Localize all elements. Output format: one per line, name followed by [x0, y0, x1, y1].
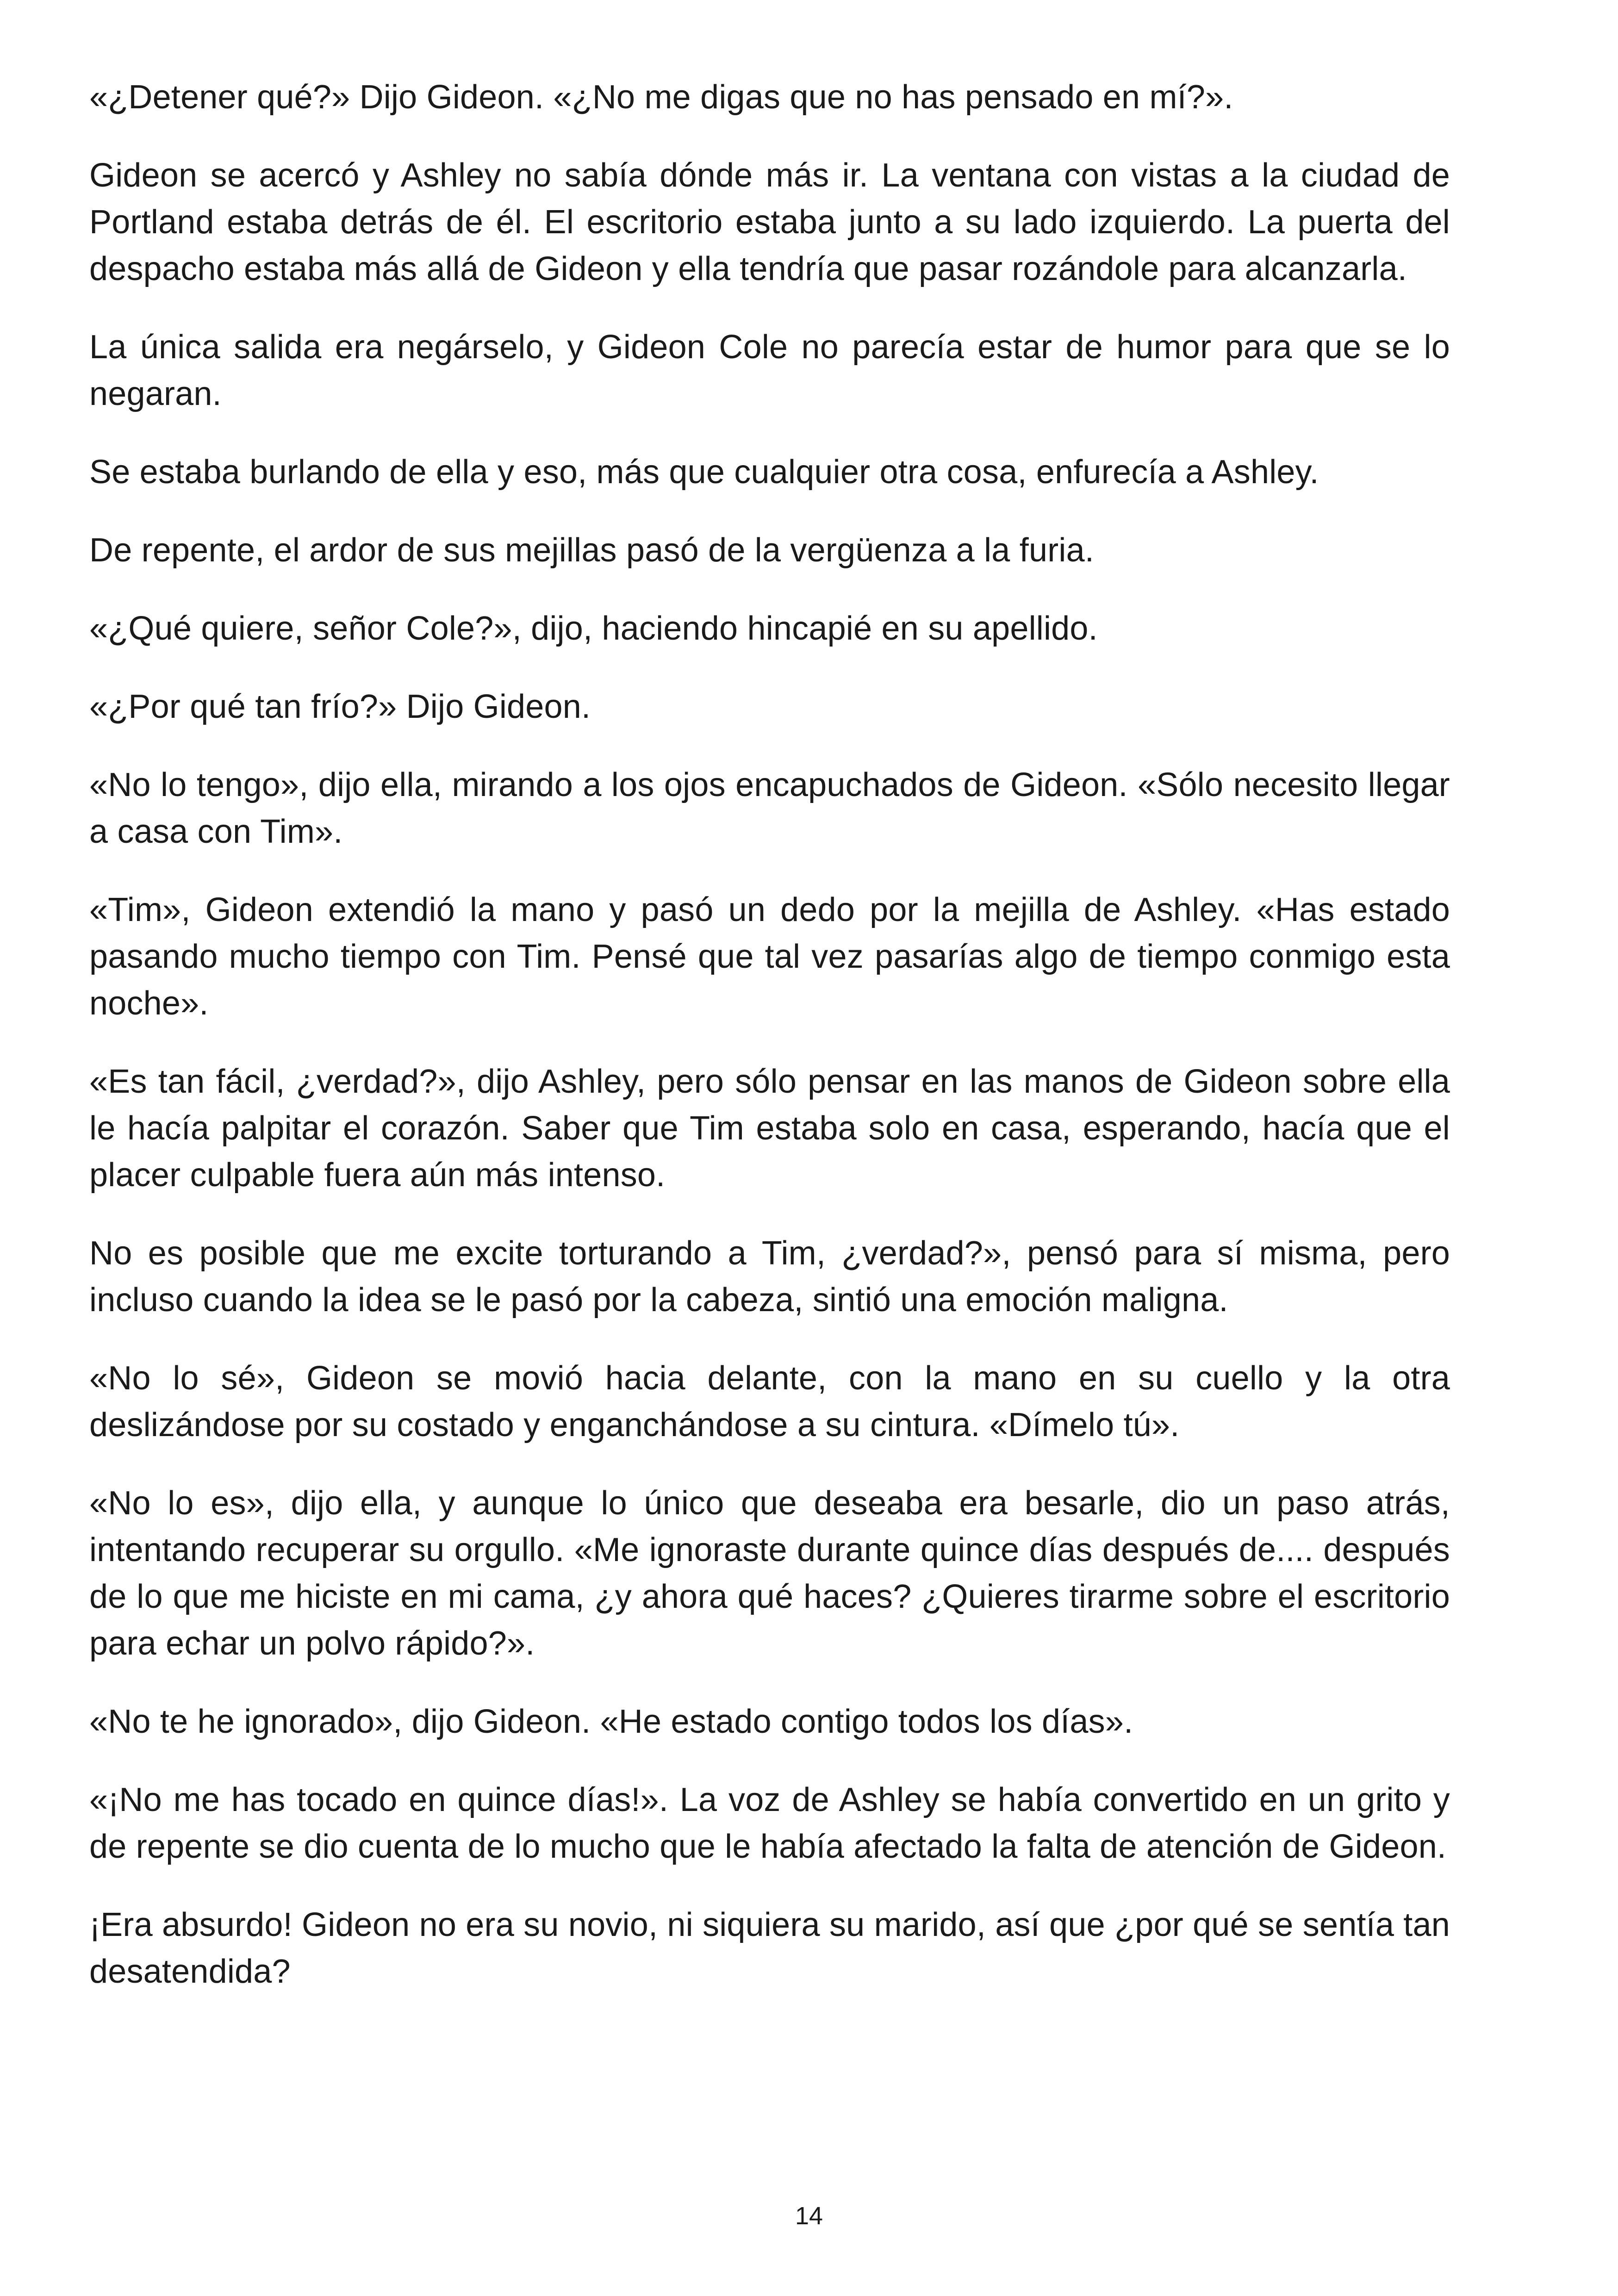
paragraph: «No lo es», dijo ella, y aunque lo único que deseaba era besarle, dio un paso atrás, intentando recuperar su orgullo. «Me ignoraste durante quince días después de.... después de lo que me hiciste en mi cama, ¿y ahora qué haces? ¿Quieres tirarme sobre el escritorio para echar un polvo rápido?».	[89, 1485, 1450, 1662]
paragraph: «¡No me has tocado en quince días!». La voz de Ashley se había convertido en un grito y de repente se dio cuenta de lo mucho que le había afectado la falta de atención de Gideon.	[89, 1781, 1450, 1865]
paragraph: «Es tan fácil, ¿verdad?», dijo Ashley, pero sólo pensar en las manos de Gideon sobre ella le hacía palpitar el corazón. Saber que Tim estaba solo en casa, esperando, hacía que el placer culpable fuera aún más intenso.	[89, 1063, 1450, 1194]
paragraph: Gideon se acercó y Ashley no sabía dónde más ir. La ventana con vistas a la ciudad de Portland estaba detrás de él. El escritorio estaba junto a su lado izquierdo. La puerta del despacho estaba más allá de Gideon y ella tendría que pasar rozándole para alcanzarla.	[89, 157, 1450, 287]
paragraph: ¡Era absurdo! Gideon no era su novio, ni siquiera su marido, así que ¿por qué se sentía tan desatendida?	[89, 1906, 1450, 1990]
paragraph: Se estaba burlando de ella y eso, más que cualquier otra cosa, enfurecía a Ashley.	[89, 454, 1319, 491]
paragraph: «¿Detener qué?» Dijo Gideon. «¿No me digas que no has pensado en mí?».	[89, 79, 1233, 116]
paragraph: «¿Por qué tan frío?» Dijo Gideon.	[89, 688, 591, 725]
paragraph: «Tim», Gideon extendió la mano y pasó un dedo por la mejilla de Ashley. «Has estado pasando mucho tiempo con Tim. Pensé que tal vez pasarías algo de tiempo conmigo esta noche».	[89, 891, 1450, 1022]
paragraph: «¿Qué quiere, señor Cole?», dijo, haciendo hincapié en su apellido.	[89, 610, 1098, 647]
paragraph: De repente, el ardor de sus mejillas pasó de la vergüenza a la furia.	[89, 532, 1095, 569]
paragraph: «No lo sé», Gideon se movió hacia delante, con la mano en su cuello y la otra deslizándose por su costado y enganchándose a su cintura. «Dímelo tú».	[89, 1360, 1450, 1444]
paragraph: «No te he ignorado», dijo Gideon. «He estado contigo todos los días».	[89, 1703, 1133, 1740]
paragraph: La única salida era negárselo, y Gideon Cole no parecía estar de humor para que se lo negaran.	[89, 329, 1450, 412]
page-number: 14	[795, 2202, 823, 2230]
paragraph: No es posible que me excite torturando a Tim, ¿verdad?», pensó para sí misma, pero incluso cuando la idea se le pasó por la cabeza, sintió una emoción maligna.	[89, 1235, 1450, 1319]
paragraph: «No lo tengo», dijo ella, mirando a los ojos encapuchados de Gideon. «Sólo necesito llegar a casa con Tim».	[89, 766, 1450, 850]
page-body	[89, 74, 1450, 2027]
